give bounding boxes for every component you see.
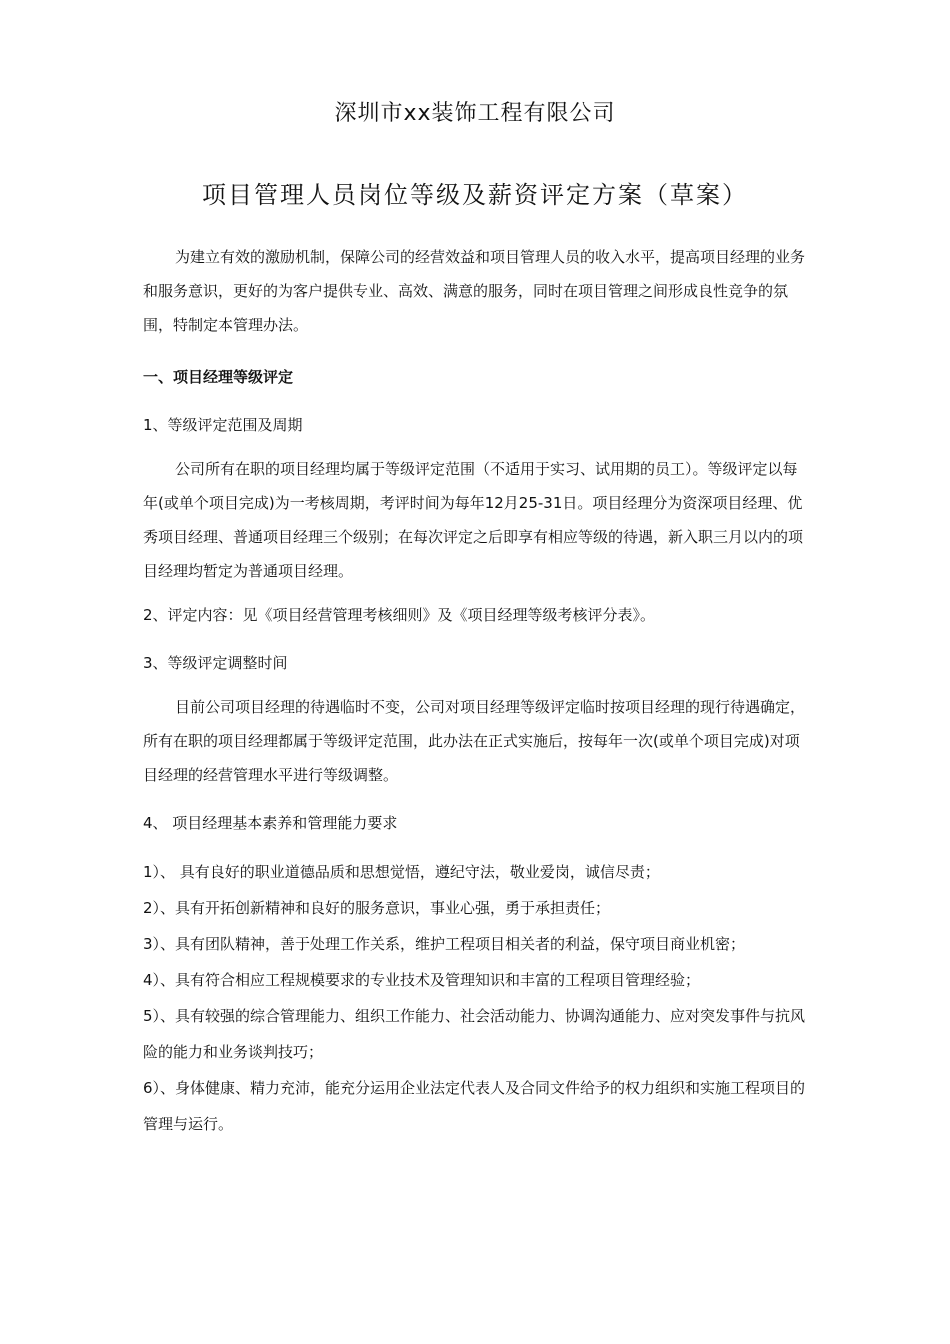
requirement-item: 3）、具有团队精神，善于处理工作关系，维护工程项目相关者的利益，保守项目商业机密； bbox=[143, 935, 746, 953]
item2-paragraph: 2、评定内容：见《项目经营管理考核细则》及《项目经理等级考核评分表》。 bbox=[143, 606, 656, 624]
item1-paragraph: 公司所有在职的项目经理均属于等级评定范围（不适用于实习、试用期的员工）。等级评定以每年(或单个项目完成)为一考核周期，考评时间为每年12月25-31日。项目经理分为资深项目经理、优秀项目经理、普通项目经理三个级别；在每次评定之后即享有相应等级的待遇，新入职三月以内的项目经理均暂定为普通项目经理。 bbox=[143, 460, 804, 580]
intro-paragraph: 为建立有效的激励机制，保障公司的经营效益和项目管理人员的收入水平，提高项目经理的业务和服务意识，更好的为客户提供专业、高效、满意的服务，同时在项目管理之间形成良性竞争的氛围，特制定本管理办法。 bbox=[143, 248, 806, 334]
requirement-item: 1）、 具有良好的职业道德品质和思想觉悟，遵纪守法，敬业爱岗，诚信尽责； bbox=[143, 863, 660, 881]
requirement-item: 5）、具有较强的综合管理能力、组织工作能力、社会活动能力、协调沟通能力、应对突发事件与抗风险的能力和业务谈判技巧； bbox=[143, 1007, 806, 1061]
company-name: 深圳市xx装饰工程有限公司 bbox=[334, 101, 616, 126]
document-title: 项目管理人员岗位等级及薪资评定方案（草案） bbox=[202, 181, 748, 209]
item4-title: 4、 项目经理基本素养和管理能力要求 bbox=[143, 814, 398, 832]
document-body bbox=[143, 240, 810, 1142]
section-heading: 一、项目经理等级评定 bbox=[143, 368, 294, 386]
item3-title: 3、等级评定调整时间 bbox=[143, 654, 288, 672]
requirement-item: 6）、身体健康、精力充沛，能充分运用企业法定代表人及合同文件给予的权力组织和实施工程项目的管理与运行。 bbox=[143, 1079, 806, 1133]
requirement-item: 4）、具有符合相应工程规模要求的专业技术及管理知识和丰富的工程项目管理经验； bbox=[143, 971, 701, 989]
requirement-item: 2）、具有开拓创新精神和良好的服务意识，事业心强，勇于承担责任； bbox=[143, 899, 611, 917]
item1-title: 1、等级评定范围及周期 bbox=[143, 416, 303, 434]
item3-paragraph: 目前公司项目经理的待遇临时不变，公司对项目经理等级评定临时按项目经理的现行待遇确定，所有在职的项目经理都属于等级评定范围，此办法在正式实施后，按每年一次(或单个项目完成)对项目经理的经营管理水平进行等级调整。 bbox=[143, 698, 806, 784]
